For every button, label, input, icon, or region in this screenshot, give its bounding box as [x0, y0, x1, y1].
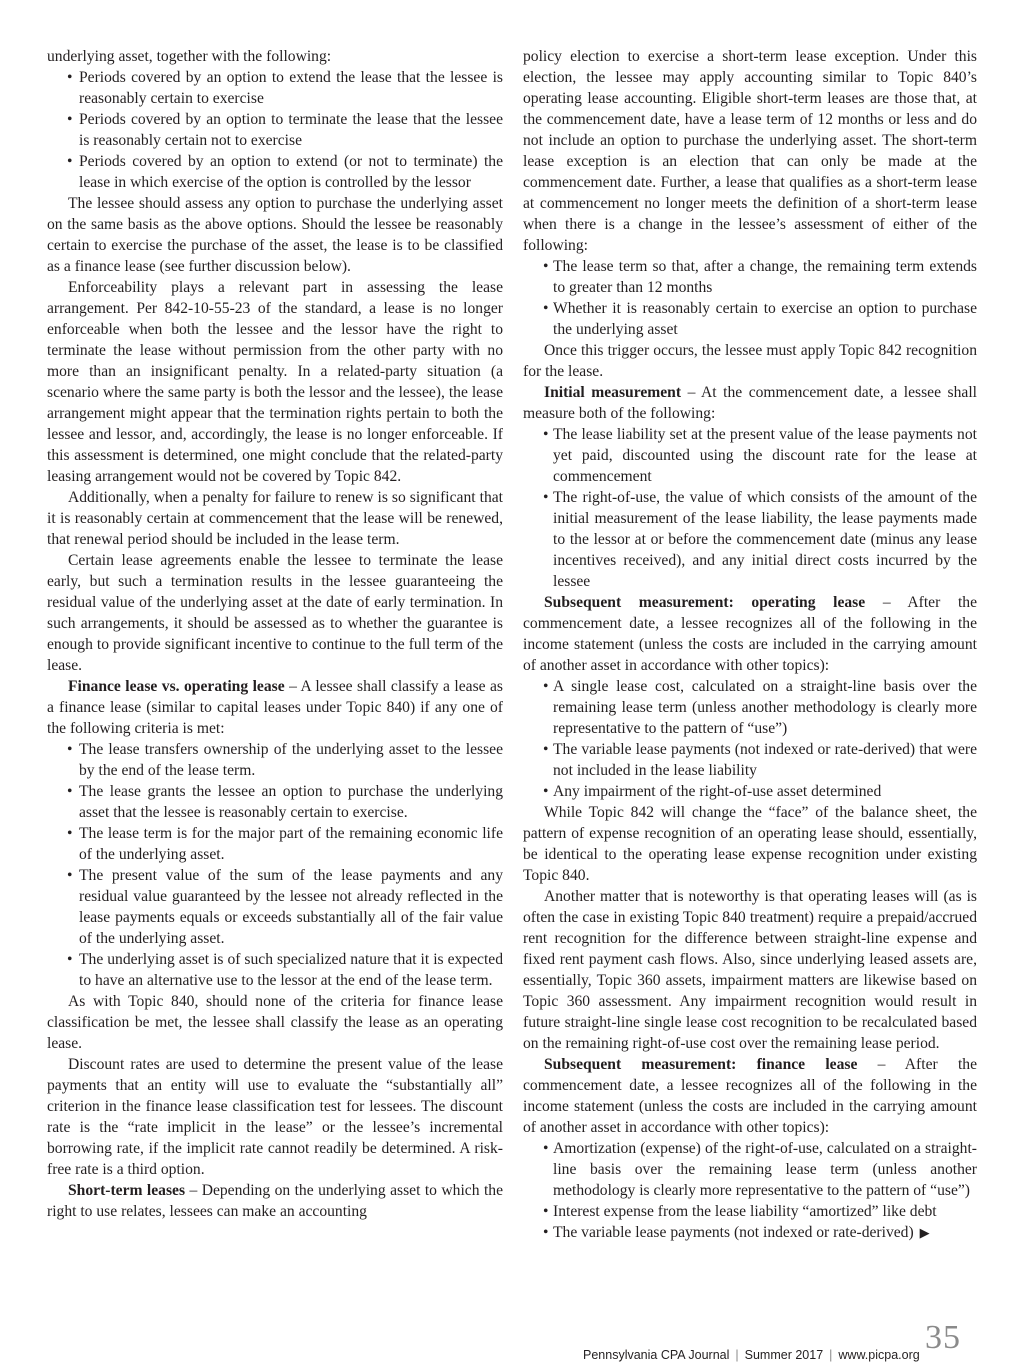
paragraph-text: – After the commencement date, a lessee recognizes all of the following in the income statement (unless the costs are included in the carrying amount of another asset in accordance with other topics): [523, 594, 977, 674]
list-item-text: Amortization (expense) of the right-of-use, calculated on a straight-line basis over the remaining lease term (unless another methodology is clearly more representative to the pattern of “use”) [553, 1140, 977, 1199]
bullet: • [543, 426, 549, 443]
paragraph: Another matter that is noteworthy is that operating leases will (as is often the case in existing Topic 840 treatment) require a prepaid/accrued rent recognition for the difference between straight-line expense and fixed rent payment cash flows. Also, since underlying leased assets are, essentially, Topic 360 assets, impairment matters are likewise based on Topic 360 assessment. Any impairment recognition would result in future straight-line single lease cost recognition to be recalculated based on the remaining right-of-use cost over the remaining lease period. [523, 888, 977, 1052]
paragraph: Additionally, when a penalty for failure to renew is so significant that it is reasonably certain at commencement that the lease will be renewed, that renewal period should be included in the lease term. [47, 489, 503, 548]
list-item [47, 151, 503, 193]
bullet: • [543, 1224, 549, 1241]
list-item [47, 865, 503, 949]
paragraph-text: – A lessee shall classify a lease as a finance lease (similar to capital leases under Topic 840) if any one of the following criteria is met: [47, 678, 504, 737]
list-item [523, 298, 977, 340]
list-item [47, 67, 503, 109]
paragraph: policy election to exercise a short-term lease exception. Under this election, the lessee may apply accounting similar to Topic 840’s operating lease accounting. Eligible short-term leases are those that, at the commencement date, have a lease term of 12 months or less and do not include an option to purchase the underlying asset. The short-term lease exception is an election that can only be made at the commencement date. Further, a lease that qualifies as a short-term lease at commencement no longer meets the definition of a short-term lease when there is a change in the lessee’s assessment of either of the following: [523, 48, 977, 254]
bullet: • [67, 69, 73, 86]
right-column [523, 46, 977, 1243]
paragraph [47, 676, 503, 739]
list-item-text: The lease transfers ownership of the underlying asset to the lessee by the end of the lease term. [79, 741, 503, 779]
section-heading: Finance lease vs. operating lease [68, 678, 285, 695]
bullet: • [543, 300, 549, 317]
bullet: • [543, 783, 549, 800]
paragraph [523, 592, 977, 676]
bullet: • [543, 678, 549, 695]
bullet: • [543, 1203, 549, 1220]
list-item [47, 739, 503, 781]
paragraph: The lessee should assess any option to purchase the underlying asset on the same basis as the above options. Should the lessee be reasonably certain to exercise the purchase of the asset, the lease is to be classified as a finance lease (see further discussion below). [47, 195, 503, 275]
website-link[interactable]: www.picpa.org [838, 1348, 920, 1362]
bullet: • [67, 111, 73, 128]
section-heading: Short-term leases [68, 1182, 186, 1199]
list-item-text: Periods covered by an option to terminate the lease that the lessee is reasonably certain not to exercise [79, 111, 503, 149]
list-item [523, 1138, 977, 1201]
paragraph [523, 382, 977, 424]
list-item [47, 109, 503, 151]
list-item-text: The lease term so that, after a change, the remaining term extends to greater than 12 months [553, 258, 977, 296]
issue-date: Summer 2017 [744, 1348, 824, 1362]
list-item-text: Periods covered by an option to extend (or not to terminate) the lease in which exercise of the option is controlled by the lessor [79, 153, 503, 191]
page-number: 35 [925, 1319, 961, 1356]
list-item-text: The variable lease payments (not indexed or rate-derived) [553, 1224, 914, 1241]
list-item-text: The variable lease payments (not indexed or rate-derived) that were not included in the lease liability [553, 741, 977, 779]
list-item [523, 487, 977, 592]
paragraph-text: – At the commencement date, a lessee shall measure both of the following: [523, 384, 977, 422]
list-item-text: Interest expense from the lease liability “amortized” like debt [553, 1203, 937, 1220]
section-heading: Subsequent measurement: operating lease [544, 594, 866, 611]
bullet: • [543, 489, 549, 506]
list-item [523, 781, 977, 802]
list-item-text: The right-of-use, the value of which consists of the amount of the initial measurement of the lease liability, the lease payments made to the lessor at or before the commencement date (minus any lease incentives received), and any initial direct costs incurred by the lessee [553, 489, 977, 590]
bullet: • [67, 153, 73, 170]
assessment-change-list [523, 256, 977, 340]
footer-separator: | [829, 1348, 833, 1362]
section-heading: Initial measurement [544, 384, 682, 401]
page-footer [583, 1319, 993, 1365]
paragraph [47, 1180, 503, 1222]
footer-text [583, 1345, 920, 1366]
list-item [523, 424, 977, 487]
journal-name: Pennsylvania CPA Journal [583, 1348, 730, 1362]
list-item-text: The present value of the sum of the lease payments and any residual value guaranteed by the lessee not already reflected in the lease payments equals or exceeds substantially all of the fair value of the underlying asset. [79, 867, 503, 947]
list-item [523, 1201, 977, 1222]
left-column [47, 46, 503, 1222]
paragraph: Once this trigger occurs, the lessee must apply Topic 842 recognition for the lease. [523, 342, 977, 380]
bullet: • [67, 951, 73, 968]
paragraph: While Topic 842 will change the “face” of the balance sheet, the pattern of expense recognition of an operating lease should, essentially, be identical to the operating lease expense recognition under existing Topic 840. [523, 804, 977, 884]
list-item-text: The lease term is for the major part of the remaining economic life of the underlying asset. [79, 825, 503, 863]
bullet: • [67, 741, 73, 758]
bullet: • [543, 258, 549, 275]
list-item [523, 676, 977, 739]
footer-separator: | [735, 1348, 739, 1362]
bullet: • [543, 1140, 549, 1157]
paragraph: Enforceability plays a relevant part in assessing the lease arrangement. Per 842-10-55-23 of the standard, a lease is no longer enforceable when both the lessee and the lessor have the right to terminate the lease without permission from the other party with no more than an insignificant penalty. In a related-party situation (a scenario where the same party is both the lessor and the lessee), the lease arrangement might appear that the termination rights pertain to both the lessee and lessor, and, accordingly, the lease is no longer enforceable. If this assessment is determined, one might conclude that the related-party leasing arrangement would not be covered by Topic 842. [47, 279, 503, 485]
operating-lease-list [523, 676, 977, 802]
bullet: • [67, 825, 73, 842]
list-item-text: Whether it is reasonably certain to exercise an option to purchase the underlying asset [553, 300, 977, 338]
list-item-text: The lease grants the lessee an option to purchase the underlying asset that the lessee is reasonably certain to exercise. [79, 783, 503, 821]
paragraph: underlying asset, together with the following: [47, 48, 332, 65]
paragraph-text: – Depending on the underlying asset to which the right to use relates, lessees can make an accounting [47, 1182, 504, 1220]
initial-measurement-list [523, 424, 977, 592]
list-item [47, 823, 503, 865]
paragraph: Discount rates are used to determine the present value of the lease payments that an entity will use to evaluate the “substantially all” criterion in the finance lease classification test for lessees. The discount rate is the “rate implicit in the lease” or the lessee’s incremental borrowing rate, if the implicit rate cannot readily be determined. A risk-free rate is a third option. [47, 1056, 503, 1178]
list-item-text: Any impairment of the right-of-use asset determined [553, 783, 882, 800]
list-item-text: The lease liability set at the present value of the lease payments not yet paid, discounted using the discount rate for the lease at commencement [553, 426, 977, 485]
list-item [523, 1222, 977, 1243]
list-item [523, 256, 977, 298]
list-item [47, 949, 503, 991]
finance-lease-list [523, 1138, 977, 1243]
list-item-text: The underlying asset is of such specialized nature that it is expected to have an alternative use to the lessor at the end of the lease term. [79, 951, 503, 989]
bullet: • [543, 741, 549, 758]
bullet: • [67, 867, 73, 884]
list-item [47, 781, 503, 823]
continue-arrow-icon: ▶ [919, 1225, 930, 1240]
paragraph-text: – After the commencement date, a lessee recognizes all of the following in the income statement (unless the costs are included in the carrying amount of another asset in accordance with other topics): [523, 1056, 977, 1136]
bullet: • [67, 783, 73, 800]
list-item-text: A single lease cost, calculated on a straight-line basis over the remaining lease term (unless another methodology is clearly more representative to the pattern of “use”) [553, 678, 977, 737]
finance-criteria-list [47, 739, 503, 991]
section-heading: Subsequent measurement: finance lease [544, 1056, 858, 1073]
option-periods-list [47, 67, 503, 193]
paragraph [523, 1054, 977, 1138]
paragraph: As with Topic 840, should none of the criteria for finance lease classification be met, the lessee shall classify the lease as an operating lease. [47, 993, 503, 1052]
list-item [523, 739, 977, 781]
list-item-text: Periods covered by an option to extend the lease that the lessee is reasonably certain to exercise [79, 69, 503, 107]
paragraph: Certain lease agreements enable the lessee to terminate the lease early, but such a termination results in the lessee guaranteeing the residual value of the underlying asset at the date of early termination. In such arrangements, it should be assessed as to whether the guarantee is enough to provide significant incentive to continue to the full term of the lease. [47, 552, 503, 674]
